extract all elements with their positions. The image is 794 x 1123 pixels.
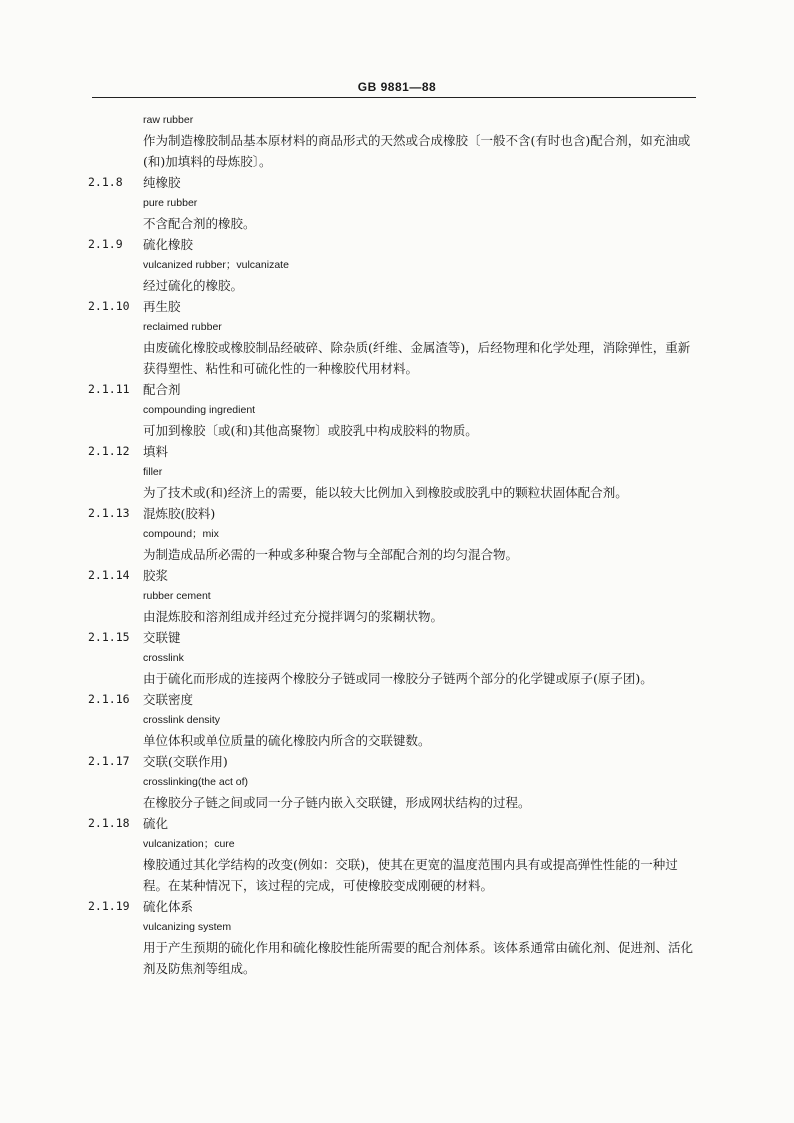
term-english: crosslinking(the act of) [143,776,249,788]
term-chinese: 硫化橡胶 [143,237,194,252]
term-chinese: 填料 [143,444,169,459]
term-english: pure rubber [143,197,198,209]
term-definition: 由混炼胶和溶剂组成并经过充分搅拌调匀的浆糊状物。 [143,609,444,624]
term-chinese: 交联密度 [143,692,194,707]
term-entry [0,813,794,896]
term-definition: 可加到橡胶〔或(和)其他高聚物〕或胶乳中构成胶料的物质。 [143,423,478,438]
term-definition: 作为制造橡胶制品基本原材料的商品形式的天然或合成橡胶〔一般不含(有时也含)配合剂，如充油或(和)加填料的母炼胶〕。 [143,133,691,169]
term-english: raw rubber [143,114,194,126]
term-definition: 橡胶通过其化学结构的改变(例如：交联)，使其在更宽的温度范围内具有或提高弹性性能的一种过程。在某种情况下，该过程的完成，可使橡胶变成刚硬的材料。 [143,857,678,893]
term-entry [0,751,794,813]
term-english: rubber cement [143,590,211,602]
term-chinese: 硫化 [143,816,169,831]
term-chinese: 纯橡胶 [143,175,181,190]
term-number: 2.1.11 [88,382,130,396]
term-number: 2.1.18 [88,816,130,830]
term-definition: 用于产生预期的硫化作用和硫化橡胶性能所需要的配合剂体系。该体系通常由硫化剂、促进剂、活化剂及防焦剂等组成。 [143,940,694,976]
term-chinese: 硫化体系 [143,899,194,914]
term-definition: 由废硫化橡胶或橡胶制品经破碎、除杂质(纤维、金属渣等)，后经物理和化学处理，消除弹性，重新获得塑性、粘性和可硫化性的一种橡胶代用材料。 [143,340,691,376]
term-entry [0,234,794,296]
term-entry [0,296,794,379]
term-number: 2.1.16 [88,692,130,706]
term-entry [0,379,794,441]
term-entry [0,689,794,751]
term-entry [0,896,794,979]
term-english: vulcanized rubber；vulcanizate [143,259,289,271]
term-entry [0,503,794,565]
term-chinese: 再生胶 [143,299,181,314]
term-chinese: 交联(交联作用) [143,754,228,769]
term-number: 2.1.14 [88,568,130,582]
term-definition: 经过硫化的橡胶。 [143,278,244,293]
term-entry [0,172,794,234]
term-english: vulcanization；cure [143,838,235,850]
term-definition: 由于硫化而形成的连接两个橡胶分子链或同一橡胶分子链两个部分的化学键或原子(原子团)。 [143,671,653,686]
lead-entry [0,110,794,172]
term-definition: 单位体积或单位质量的硫化橡胶内所含的交联键数。 [143,733,431,748]
term-entry [0,565,794,627]
document-header: GB 9881—88 [357,80,437,94]
term-number: 2.1.13 [88,506,130,520]
term-definition: 为了技术或(和)经济上的需要，能以较大比例加入到橡胶或胶乳中的颗粒状固体配合剂。 [143,485,628,500]
term-entry [0,627,794,689]
term-number: 2.1.15 [88,630,130,644]
term-english: vulcanizing system [143,921,232,933]
term-english: compounding ingredient [143,404,256,416]
term-definition: 在橡胶分子链之间或同一分子链内嵌入交联键，形成网状结构的过程。 [143,795,531,810]
term-number: 2.1.8 [88,175,123,189]
term-chinese: 配合剂 [143,382,181,397]
page-content [0,110,794,979]
header-rule [92,97,696,98]
term-english: reclaimed rubber [143,321,222,333]
term-entry [0,441,794,503]
term-chinese: 胶浆 [143,568,169,583]
term-chinese: 混炼胶(胶料) [143,506,216,521]
term-chinese: 交联键 [143,630,181,645]
term-number: 2.1.9 [88,237,123,251]
term-english: filler [143,466,163,478]
term-definition: 不含配合剂的橡胶。 [143,216,256,231]
term-number: 2.1.19 [88,899,130,913]
term-list [0,172,794,979]
term-number: 2.1.10 [88,299,130,313]
term-number: 2.1.17 [88,754,130,768]
term-english: crosslink density [143,714,221,726]
term-english: compound；mix [143,528,219,540]
term-number: 2.1.12 [88,444,130,458]
term-english: crosslink [143,652,184,664]
term-definition: 为制造成品所必需的一种或多种聚合物与全部配合剂的均匀混合物。 [143,547,519,562]
